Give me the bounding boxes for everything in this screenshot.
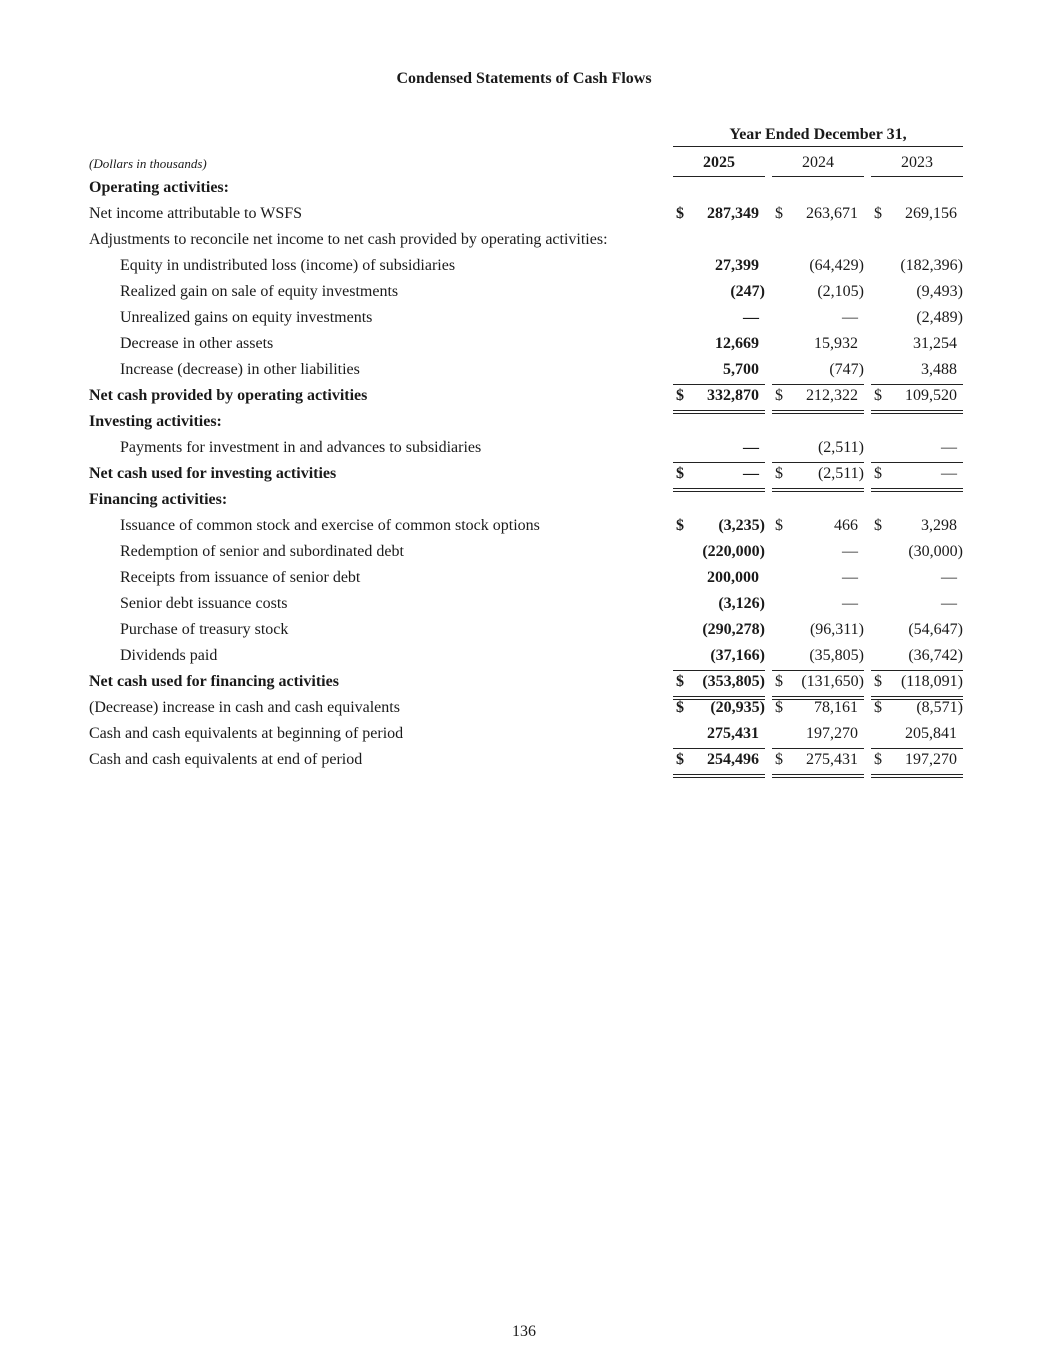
- value-cell-2025: [673, 254, 765, 280]
- cell-value: (64,429): [809, 257, 864, 274]
- cell-value: —: [842, 569, 858, 586]
- row-label: Unrealized gains on equity investments: [120, 309, 373, 326]
- row-label: Redemption of senior and subordinated debt: [120, 543, 404, 560]
- row-label: Adjustments to reconcile net income to net cash provided by operating activities:: [89, 231, 608, 248]
- cell-value: 275,431: [806, 751, 858, 768]
- cell-value: (3,126): [718, 595, 765, 612]
- value-cell-2023: [871, 540, 963, 566]
- value-cell-2023: [871, 748, 963, 778]
- dollar-sign: $: [775, 751, 783, 768]
- row-label: Cash and cash equivalents at beginning of period: [89, 725, 404, 742]
- value-cell-2023: [871, 332, 963, 358]
- table-row: [0, 566, 1048, 592]
- value-cell-2024: [772, 436, 864, 463]
- row-label: Senior debt issuance costs: [120, 595, 288, 612]
- value-cell-2024: [772, 514, 864, 540]
- table-row: [0, 618, 1048, 644]
- cell-value: 12,669: [715, 335, 759, 352]
- year-2025-header: 2025: [673, 150, 765, 177]
- table-row: [0, 202, 1048, 228]
- row-label: Dividends paid: [120, 647, 218, 664]
- year-2024-header: 2024: [772, 150, 864, 177]
- cell-value: (96,311): [809, 621, 864, 638]
- value-cell-2025: [673, 696, 765, 722]
- table-row: [0, 436, 1048, 462]
- value-cell-2025: [673, 566, 765, 592]
- value-cell-2023: [871, 436, 963, 463]
- dollar-sign: $: [676, 465, 684, 482]
- value-cell-2024: [772, 566, 864, 592]
- row-label: Net cash used for investing activities: [89, 465, 337, 482]
- table-row: [0, 332, 1048, 358]
- year-2023-header: 2023: [871, 150, 963, 177]
- dollar-sign: $: [676, 751, 684, 768]
- cell-value: 263,671: [806, 205, 858, 222]
- cell-value: —: [743, 465, 759, 482]
- value-cell-2024: [772, 306, 864, 332]
- dollar-sign: $: [676, 387, 684, 404]
- cell-value: 275,431: [707, 725, 759, 742]
- cell-value: (30,000): [908, 543, 963, 560]
- dollar-sign: $: [775, 387, 783, 404]
- dollar-sign: $: [775, 699, 783, 716]
- row-label: Operating activities:: [89, 179, 229, 196]
- table-row: [0, 384, 1048, 410]
- cell-value: 269,156: [905, 205, 957, 222]
- row-label: Net cash used for financing activities: [89, 673, 339, 690]
- cell-value: 200,000: [707, 569, 759, 586]
- table-row: [0, 540, 1048, 566]
- value-cell-2023: [871, 254, 963, 280]
- dollar-sign: $: [874, 751, 882, 768]
- cell-value: 31,254: [913, 335, 957, 352]
- row-label: Financing activities:: [89, 491, 228, 508]
- cell-value: —: [743, 309, 759, 326]
- row-label: (Decrease) increase in cash and cash equivalents: [89, 699, 400, 716]
- cell-value: 5,700: [723, 361, 759, 378]
- cell-value: 254,496: [707, 751, 759, 768]
- table-row: [0, 280, 1048, 306]
- units-note: (Dollars in thousands): [89, 156, 207, 171]
- value-cell-2024: [772, 254, 864, 280]
- row-label: Decrease in other assets: [120, 335, 274, 352]
- value-cell-2023: [871, 358, 963, 385]
- dollar-sign: $: [874, 387, 882, 404]
- table-row: [0, 488, 1048, 514]
- cell-value: (36,742): [908, 647, 963, 664]
- value-cell-2024: [772, 280, 864, 306]
- cell-value: (131,650): [801, 673, 864, 690]
- value-cell-2024: [772, 748, 864, 778]
- cell-value: (20,935): [710, 699, 765, 716]
- value-cell-2023: [871, 618, 963, 644]
- cell-value: —: [842, 543, 858, 560]
- dollar-sign: $: [676, 205, 684, 222]
- row-label: Receipts from issuance of senior debt: [120, 569, 361, 586]
- dollar-sign: $: [676, 699, 684, 716]
- cell-value: —: [941, 595, 957, 612]
- cell-value: 287,349: [707, 205, 759, 222]
- row-label: Net income attributable to WSFS: [89, 205, 303, 222]
- value-cell-2025: [673, 280, 765, 306]
- cell-value: 197,270: [905, 751, 957, 768]
- value-cell-2024: [772, 592, 864, 618]
- cell-value: (182,396): [900, 257, 963, 274]
- table-row: [0, 722, 1048, 748]
- value-cell-2024: [772, 696, 864, 722]
- page-number: 136: [512, 1323, 536, 1340]
- row-label: Increase (decrease) in other liabilities: [120, 361, 360, 378]
- cell-value: (2,105): [817, 283, 864, 300]
- table-row: [0, 462, 1048, 488]
- value-cell-2025: [673, 748, 765, 778]
- cell-value: (54,647): [908, 621, 963, 638]
- cell-value: 27,399: [715, 257, 759, 274]
- row-label: Cash and cash equivalents at end of period: [89, 751, 363, 768]
- row-label: Equity in undistributed loss (income) of subsidiaries: [120, 257, 456, 274]
- cell-value: (3,235): [718, 517, 765, 534]
- dollar-sign: $: [874, 517, 882, 534]
- cell-value: —: [743, 439, 759, 456]
- value-cell-2024: [772, 722, 864, 749]
- cell-value: —: [941, 569, 957, 586]
- table-row: [0, 410, 1048, 436]
- table-row: [0, 254, 1048, 280]
- cell-value: 78,161: [814, 699, 858, 716]
- value-cell-2024: [772, 644, 864, 671]
- dollar-sign: $: [874, 699, 882, 716]
- row-label: Net cash provided by operating activities: [89, 387, 368, 404]
- cell-value: (35,805): [809, 647, 864, 664]
- dollar-sign: $: [874, 205, 882, 222]
- dollar-sign: $: [775, 465, 783, 482]
- table-row: [0, 514, 1048, 540]
- table-row: [0, 644, 1048, 670]
- cell-value: 109,520: [905, 387, 957, 404]
- value-cell-2025: [673, 332, 765, 358]
- value-cell-2024: [772, 540, 864, 566]
- cell-value: (747): [829, 361, 864, 378]
- value-cell-2023: [871, 722, 963, 749]
- cell-value: (8,571): [916, 699, 963, 716]
- cell-value: 15,932: [814, 335, 858, 352]
- value-cell-2025: [673, 722, 765, 749]
- cell-value: (2,511): [817, 439, 864, 456]
- dollar-sign: $: [775, 673, 783, 690]
- cell-value: 332,870: [707, 387, 759, 404]
- cell-value: (37,166): [710, 647, 765, 664]
- row-label: Investing activities:: [89, 413, 222, 430]
- table-row: [0, 306, 1048, 332]
- table-header-row: [0, 150, 1048, 176]
- dollar-sign: $: [676, 517, 684, 534]
- cell-value: (2,511): [817, 465, 864, 482]
- dollar-sign: $: [874, 465, 882, 482]
- table-row: [0, 358, 1048, 384]
- cell-value: —: [941, 465, 957, 482]
- dollar-sign: $: [775, 517, 783, 534]
- dollar-sign: $: [874, 673, 882, 690]
- cell-value: (220,000): [702, 543, 765, 560]
- row-label: Payments for investment in and advances to subsidiaries: [120, 439, 482, 456]
- cell-value: 197,270: [806, 725, 858, 742]
- cell-value: 466: [834, 517, 858, 534]
- cell-value: (353,805): [702, 673, 765, 690]
- dollar-sign: $: [775, 205, 783, 222]
- value-cell-2025: [673, 540, 765, 566]
- table-row: [0, 228, 1048, 254]
- cell-value: —: [842, 309, 858, 326]
- value-cell-2025: [673, 306, 765, 332]
- cell-value: 3,298: [921, 517, 957, 534]
- table-row: [0, 176, 1048, 202]
- value-cell-2024: [772, 358, 864, 385]
- cell-value: 3,488: [921, 361, 957, 378]
- value-cell-2024: [772, 332, 864, 358]
- period-header: Year Ended December 31,: [673, 126, 963, 147]
- dollar-sign: $: [676, 673, 684, 690]
- cell-value: 212,322: [806, 387, 858, 404]
- value-cell-2025: [673, 644, 765, 671]
- row-label: Purchase of treasury stock: [120, 621, 289, 638]
- table-row: [0, 670, 1048, 696]
- cell-value: (2,489): [916, 309, 963, 326]
- row-label: Issuance of common stock and exercise of common stock options: [120, 517, 540, 534]
- cell-value: —: [842, 595, 858, 612]
- value-cell-2023: [871, 696, 963, 722]
- value-cell-2025: [673, 618, 765, 644]
- value-cell-2025: [673, 514, 765, 540]
- value-cell-2025: [673, 202, 765, 228]
- value-cell-2025: [673, 358, 765, 385]
- statement-title: Condensed Statements of Cash Flows: [396, 70, 652, 87]
- cell-value: (290,278): [702, 621, 765, 638]
- cell-value: (247): [730, 283, 765, 300]
- cell-value: (118,091): [900, 673, 963, 690]
- table-row: [0, 696, 1048, 722]
- table-row: [0, 748, 1048, 774]
- cell-value: (9,493): [916, 283, 963, 300]
- cell-value: —: [941, 439, 957, 456]
- value-cell-2024: [772, 618, 864, 644]
- value-cell-2023: [871, 306, 963, 332]
- value-cell-2025: [673, 592, 765, 618]
- value-cell-2023: [871, 202, 963, 228]
- value-cell-2025: [673, 436, 765, 463]
- value-cell-2023: [871, 592, 963, 618]
- cell-value: 205,841: [905, 725, 957, 742]
- row-label: Realized gain on sale of equity investments: [120, 283, 399, 300]
- value-cell-2023: [871, 644, 963, 671]
- value-cell-2023: [871, 280, 963, 306]
- value-cell-2023: [871, 514, 963, 540]
- table-row: [0, 592, 1048, 618]
- value-cell-2023: [871, 566, 963, 592]
- value-cell-2024: [772, 202, 864, 228]
